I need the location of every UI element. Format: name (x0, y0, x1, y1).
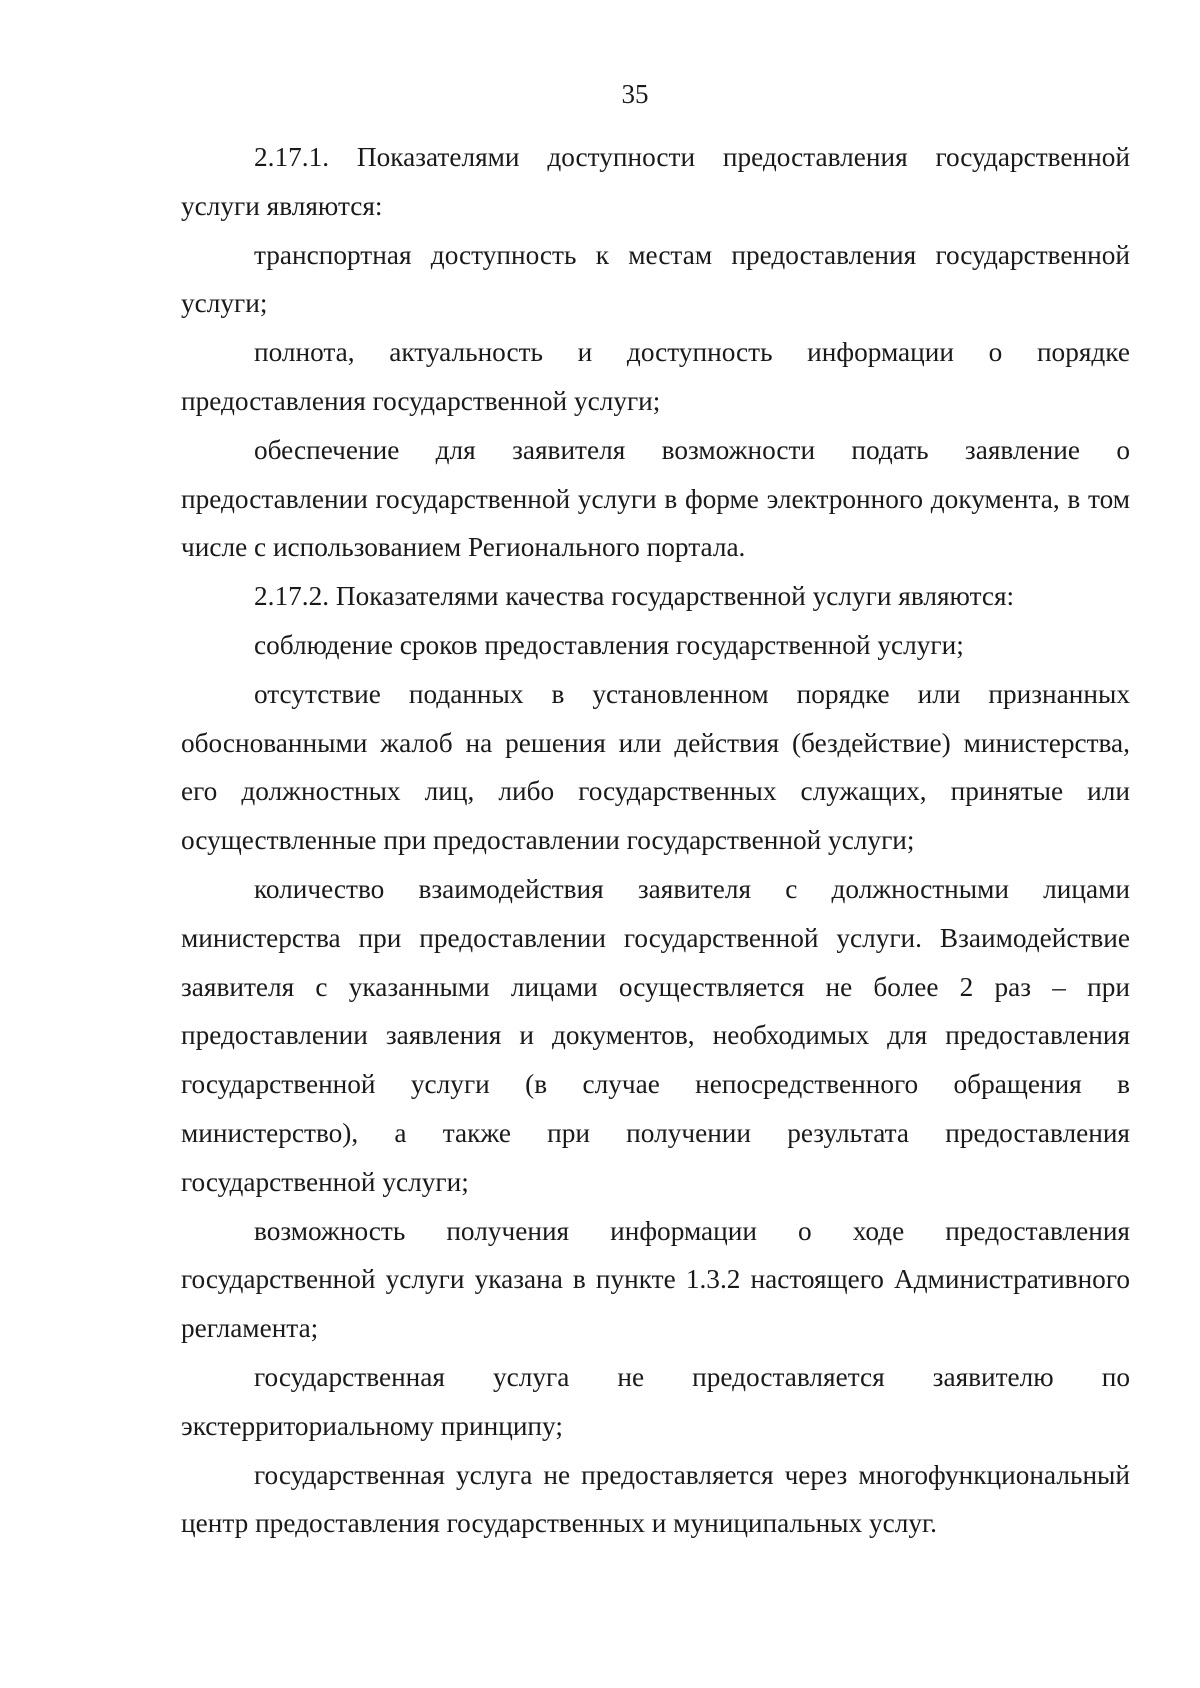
paragraph-electronic-application: обеспечение для заявителя возможности подать заявление о предоставлении государственной услуги в форме электронного документа, в том числе с использованием Регионального портала. (181, 434, 1130, 563)
document-body (181, 133, 1130, 1548)
page-number: 35 (621, 79, 649, 109)
paragraph-extraterritorial: государственная услуга не предоставляется заявителю по экстерриториальному принципу; (181, 1361, 1130, 1441)
paragraph-complaints: отсутствие поданных в установленном порядке или признанных обоснованными жалоб на решения или действия (бездействие) министерства, его должностных лиц, либо государственных служащих, принятые или осуществленные при предоставлении государственной услуги; (181, 678, 1130, 856)
paragraph-2-17-2: 2.17.2. Показателями качества государственной услуги являются: (254, 581, 1015, 612)
paragraph-multifunctional-center: государственная услуга не предоставляется через многофункциональный центр предоставления государственных и муниципальных услуг. (181, 1459, 1130, 1539)
paragraph-interactions: количество взаимодействия заявителя с должностными лицами министерства при предоставлении государственной услуги. Взаимодействие заявителя с указанными лицами осуществляется не более 2 раз – при предоставлении заявления и документов, необходимых для предоставления государственной услуги (в случае непосредственного обращения в министерство), а также при получении результата предоставления государственной услуги; (181, 873, 1130, 1197)
paragraph-2-17-1: 2.17.1. Показателями доступности предоставления государственной услуги являются: (181, 142, 1130, 221)
paragraph-information-completeness: полнота, актуальность и доступность информации о порядке предоставления государственной услуги; (181, 337, 1130, 416)
paragraph-transport-accessibility: транспортная доступность к местам предоставления государственной услуги; (181, 239, 1130, 319)
paragraph-progress-information: возможность получения информации о ходе предоставления государственной услуги указана в пункте 1.3.2 настоящего Административного регламента; (181, 1215, 1130, 1344)
paragraph-deadlines: соблюдение сроков предоставления государственной услуги; (254, 629, 964, 660)
